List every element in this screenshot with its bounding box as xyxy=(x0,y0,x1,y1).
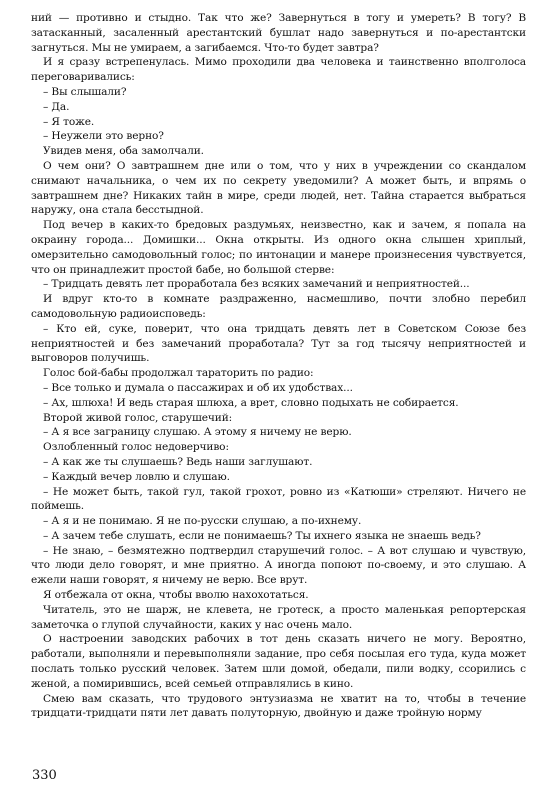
dialogue-line: – Ах, шлюха! И ведь старая шлюха, а врет, словно подыхать не собирается. xyxy=(43,396,459,409)
dialogue-line: – Кто ей, суке, поверит, что она тридцать девять лет в Советском Союзе без неприятностей и без замечаний проработала? Тут за год тысячу неприятностей и выговоров получишь. xyxy=(31,322,526,365)
paragraph: Я отбежала от окна, чтобы вволю нахохотаться. xyxy=(43,589,309,602)
page-number: 330 xyxy=(32,768,57,783)
paragraph: Голос бой-бабы продолжал тараторить по радио: xyxy=(43,367,314,380)
dialogue-line: – Не может быть, такой гул, такой грохот, ровно из «Катюши» стреляют. Ничего не поймешь. xyxy=(31,485,526,513)
paragraph: О настроении заводских рабочих в тот день сказать ничего не могу. Вероятно, работали, выполняли и перевыполняли задание, про себя посылая его туда, куда может послать только русский человек. Затем шли домой, обедали, пили водку, ссорились с женой, а помирившись, всей семьей отправлялись в кино. xyxy=(31,633,526,690)
dialogue-line: – Тридцать девять лет проработала без всяких замечаний и неприятностей... xyxy=(43,278,470,291)
paragraph: Смею вам сказать, что трудового энтузиазма не хватит на то, чтобы в течение тридцати-тридцати пяти лет давать полуторную, двойную и даже тройную норму xyxy=(31,692,526,720)
paragraph: И я сразу встрепенулась. Мимо проходили два человека и таинственно вполголоса переговаривались: xyxy=(31,56,526,84)
dialogue-line: – А как же ты слушаешь? Ведь наши заглушают. xyxy=(43,455,313,468)
paragraph: Второй живой голос, старушечий: xyxy=(43,411,233,424)
paragraph: ний — противно и стыдно. Так что же? Завернуться в тогу и умереть? В тогу? В затасканный, засаленный арестантский бушлат надо завернуться и по-арестантски загнуться. Мы не умираем, а загибаемся. Что-то будет завтра? xyxy=(31,12,526,54)
dialogue-line: – Я тоже. xyxy=(43,115,95,128)
dialogue-line: – Не знаю, – безмятежно подтвердил старушечий голос. – А вот слушаю и чувствую, что люди дело говорят, и мне приятно. А иногда попоют по-своему, и это слушаю. А ежели наши говорят, я ничему не верю. Все врут. xyxy=(31,544,526,587)
paragraph: Под вечер в каких-то бредовых раздумьях, неизвестно, как и зачем, я попала на окраину города... Домишки... Окна открыты. Из одного окна слышен хриплый, омерзительно самодовольный голос; по интонации и манере произнесения чувствуется, что он принадлежит простой бабе, но большой стерве: xyxy=(31,219,526,276)
dialogue-line: – А я и не понимаю. Я не по-русски слушаю, а по-ихнему. xyxy=(43,515,362,528)
dialogue-line: – Да. xyxy=(43,100,70,113)
dialogue-line: – Каждый вечер ловлю и слушаю. xyxy=(43,470,230,483)
paragraph: О чем они? О завтрашнем дне или о том, что у них в учреждении со скандалом снимают начальника, о чем их по секрету уведомили? А может быть, и впрямь о завтрашнем дне? Никаких тайн в мире, среди людей, нет. Тайна старается выбраться наружу, она стала бесстыдной. xyxy=(31,159,526,217)
dialogue-line: – Все только и думала о пассажирах и об их удобствах... xyxy=(43,381,353,394)
paragraph: И вдруг кто-то в комнате раздраженно, насмешливо, почти злобно перебил самодовольную радиоисповедь: xyxy=(31,293,526,320)
dialogue-line: – Неужели это верно? xyxy=(43,130,164,143)
paragraph: Озлобленный голос недоверчиво: xyxy=(43,441,229,454)
dialogue-line: – А я все заграницу слушаю. А этому я ничему не верю. xyxy=(43,426,352,439)
paragraph: Читатель, это не шарж, не клевета, не гротеск, а просто маленькая репортерская заметочка о глупой случайности, каких у нас очень мало. xyxy=(31,603,526,631)
dialogue-line: – А зачем тебе слушать, если не понимаешь? Ты ихнего языка не знаешь ведь? xyxy=(43,529,481,542)
page-text xyxy=(31,11,526,721)
dialogue-line: – Вы слышали? xyxy=(43,85,127,98)
paragraph: Увидев меня, оба замолчали. xyxy=(43,145,204,158)
